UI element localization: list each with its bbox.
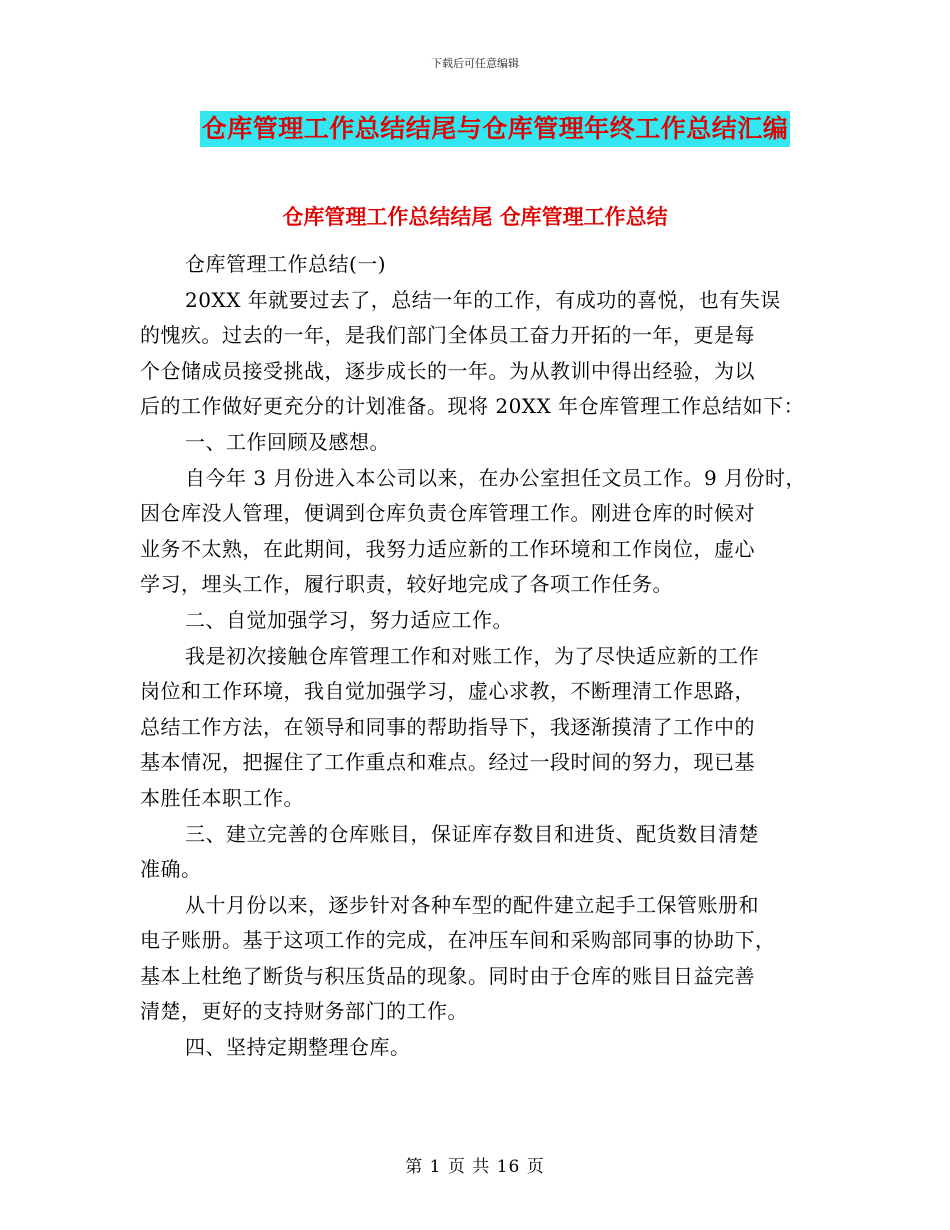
paragraph-line: 基本情况，把握住了工作重点和难点。经过一段时间的努力，现已基 xyxy=(140,750,755,775)
paragraph-line: 准确。 xyxy=(140,857,202,882)
paragraph-line: 后的工作做好更充分的计划准备。现将 20XX 年仓库管理工作总结如下： xyxy=(140,394,805,419)
page-current: 1 xyxy=(429,1157,442,1177)
section-heading-summary-1: 仓库管理工作总结(一) xyxy=(185,252,387,276)
paragraph-line: 的愧疚。过去的一年，是我们部门全体员工奋力开拓的一年，更是每 xyxy=(140,323,755,348)
main-title: 仓库管理工作总结结尾与仓库管理年终工作总结汇编 xyxy=(200,111,791,147)
paragraph-line: 我是初次接触仓库管理工作和对账工作，为了尽快适应新的工作 xyxy=(185,643,759,668)
paragraph-line: 基本上杜绝了断货与积压货品的现象。同时由于仓库的账目日益完善 xyxy=(140,963,755,988)
main-title-wrap xyxy=(0,111,950,147)
page-footer xyxy=(0,1152,950,1177)
footer-suffix: 页 xyxy=(526,1157,545,1177)
paragraph-line: 总结工作方法，在领导和同事的帮助指导下，我逐渐摸清了工作中的 xyxy=(140,714,755,739)
paragraph-line: 岗位和工作环境，我自觉加强学习，虚心求教，不断理清工作思路， xyxy=(140,679,755,704)
document-body xyxy=(140,247,840,1066)
page-total: 16 xyxy=(496,1157,521,1177)
header-note: 下载后可任意编辑 xyxy=(431,57,519,70)
paragraph-line: 自今年 3 月份进入本公司以来，在办公室担任文员工作。9 月份时， xyxy=(185,465,807,490)
section-heading-4: 四、坚持定期整理仓库。 xyxy=(185,1035,411,1060)
section-heading-3: 三、建立完善的仓库账目，保证库存数目和进货、配货数目清楚 xyxy=(185,821,759,846)
paragraph-line: 学习，埋头工作，履行职责，较好地完成了各项工作任务。 xyxy=(140,572,673,597)
paragraph-line: 20XX 年就要过去了，总结一年的工作，有成功的喜悦，也有失误 xyxy=(185,287,781,312)
paragraph-line: 从十月份以来，逐步针对各种车型的配件建立起手工保管账册和 xyxy=(185,892,759,917)
sub-title: 仓库管理工作总结结尾 仓库管理工作总结 xyxy=(282,205,668,229)
footer-mid: 页 共 xyxy=(447,1157,491,1177)
paragraph-line: 业务不太熟，在此期间，我努力适应新的工作环境和工作岗位，虚心 xyxy=(140,536,755,561)
paragraph-line: 个仓储成员接受挑战，逐步成长的一年。为从教训中得出经验，为以 xyxy=(140,358,755,383)
paragraph-line: 本胜任本职工作。 xyxy=(140,785,304,810)
paragraph-line: 因仓库没人管理，便调到仓库负责仓库管理工作。刚进仓库的时候对 xyxy=(140,501,755,526)
paragraph-line: 电子账册。基于这项工作的完成，在冲压车间和采购部同事的协助下， xyxy=(140,928,776,953)
section-heading-1: 一、工作回顾及感想。 xyxy=(185,429,390,454)
section-heading-2: 二、自觉加强学习，努力适应工作。 xyxy=(185,607,513,632)
paragraph-line: 清楚，更好的支持财务部门的工作。 xyxy=(140,999,468,1024)
footer-prefix: 第 xyxy=(405,1157,424,1177)
